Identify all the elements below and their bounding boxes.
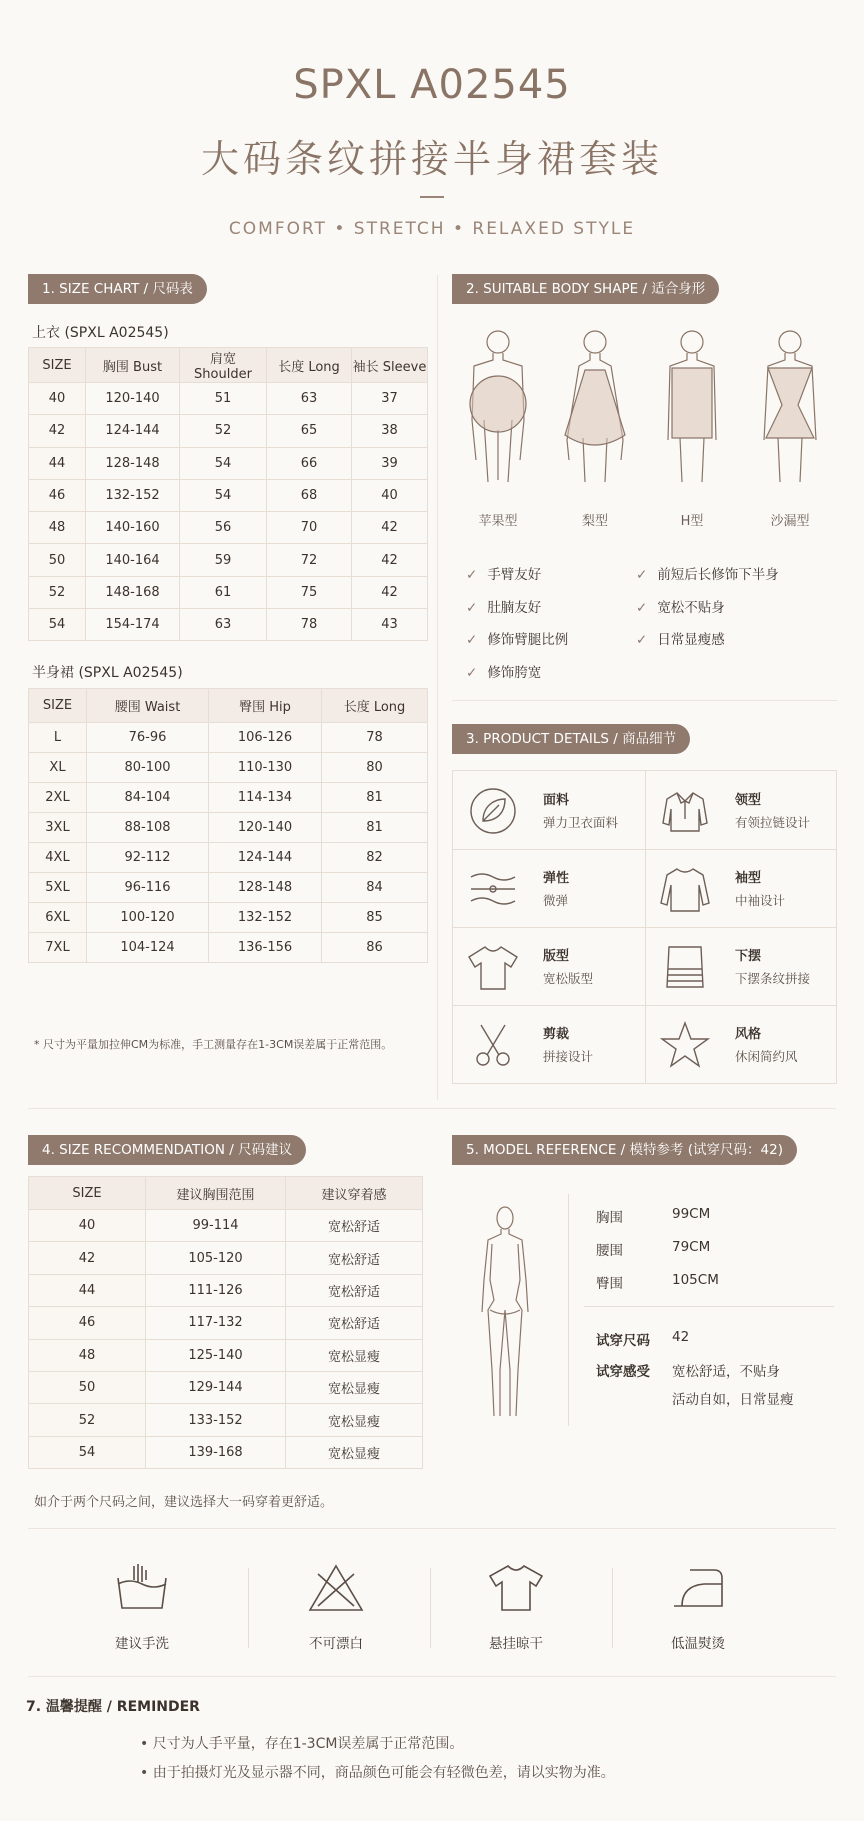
table-cell: 68: [267, 479, 352, 511]
table-cell: 40: [29, 1210, 146, 1242]
table-cell: L: [29, 723, 87, 753]
detail-fit: 版型 宽松版型: [453, 927, 645, 1005]
check-item: ✓ 手臂友好: [466, 567, 542, 583]
table-cell: 140-164: [86, 544, 180, 576]
detail-hem: 下摆 下摆条纹拼接: [645, 927, 837, 1005]
table-cell: 88-108: [87, 813, 209, 843]
label-waist: 腰围: [596, 1243, 623, 1259]
check-icon: ✓: [636, 632, 648, 648]
table-row: [29, 1210, 423, 1242]
table-cell: 120-140: [86, 383, 180, 415]
skirt-size-table: [28, 688, 428, 963]
table-cell: 125-140: [146, 1339, 286, 1371]
pear-shape-figure: [565, 331, 625, 482]
th: SIZE: [29, 348, 86, 383]
table-cell: 42: [29, 1242, 146, 1274]
table-cell: 78: [267, 609, 352, 641]
table-cell: 82: [322, 843, 428, 873]
leaf-icon: [465, 783, 521, 839]
detail-stretch: 弹性 微弹: [453, 849, 645, 927]
divider: [28, 1676, 836, 1677]
page-subtitle: COMFORT • STRETCH • RELAXED STYLE: [228, 219, 636, 239]
shape-label: H型: [680, 514, 704, 529]
check-icon: ✓: [466, 632, 478, 648]
table-row: [29, 933, 428, 963]
table-cell: 44: [29, 447, 86, 479]
th: 胸围 Bust: [86, 348, 180, 383]
table-cell: 54: [29, 1436, 146, 1468]
page-title: 大码条纹拼接半身裙套装: [200, 137, 663, 181]
check-item: ✓ 肚腩友好: [466, 600, 542, 616]
table-cell: 75: [267, 576, 352, 608]
table-cell: 136-156: [209, 933, 322, 963]
size-note: * 尺寸为平量加拉伸CM为标准，手工测量存在1-3CM误差属于正常范围。: [34, 1038, 393, 1051]
table-row: [29, 843, 428, 873]
table-cell: 76-96: [87, 723, 209, 753]
table-row: [29, 383, 428, 415]
table-cell: 42: [29, 415, 86, 447]
model-figure-icon: [460, 1200, 550, 1430]
table-cell: 128-148: [86, 447, 180, 479]
th: 袖长 Sleeve: [352, 348, 428, 383]
table-row: [29, 753, 428, 783]
check-icon: ✓: [466, 665, 478, 681]
th: 肩宽 Shoulder: [180, 348, 267, 383]
table-cell: 80: [322, 753, 428, 783]
divider: [28, 1528, 836, 1529]
apple-shape-figure: [470, 331, 526, 482]
value-fit-feel: 宽松舒适，不贴身: [672, 1364, 780, 1380]
table-row: [29, 447, 428, 479]
label-fit-feel: 试穿感受: [596, 1364, 650, 1380]
table-cell: 133-152: [146, 1404, 286, 1436]
table-cell: 132-152: [209, 903, 322, 933]
table-cell: 84: [322, 873, 428, 903]
low-iron-icon: [668, 1560, 728, 1616]
table-row: [29, 1371, 423, 1403]
section-size-recommendation: 4. SIZE RECOMMENDATION / 尺码建议: [28, 1135, 306, 1165]
table-cell: 70: [267, 512, 352, 544]
th: 建议穿着感: [286, 1177, 423, 1210]
table-cell: 宽松显瘦: [286, 1404, 423, 1436]
th: SIZE: [29, 689, 87, 723]
table-cell: 宽松显瘦: [286, 1436, 423, 1468]
value-fit-feel: 活动自如，日常显瘦: [672, 1392, 794, 1408]
table-cell: 37: [352, 383, 428, 415]
table-row: [29, 873, 428, 903]
value-trial-size: 42: [672, 1329, 690, 1345]
top-size-table: [28, 347, 428, 641]
table-cell: 宽松舒适: [286, 1307, 423, 1339]
table-cell: 宽松显瘦: [286, 1371, 423, 1403]
table-cell: 129-144: [146, 1371, 286, 1403]
table-cell: 56: [180, 512, 267, 544]
top-caption: 上衣 (SPXL A02545): [32, 325, 169, 341]
detail-collar: 领型 有领拉链设计: [645, 771, 837, 849]
sleeve-icon: [657, 861, 713, 917]
value-bust: 99CM: [672, 1206, 711, 1222]
table-cell: 110-130: [209, 753, 322, 783]
table-cell: 52: [180, 415, 267, 447]
check-item: ✓ 前短后长修饰下半身: [636, 567, 779, 583]
table-row: [29, 479, 428, 511]
table-cell: 50: [29, 1371, 146, 1403]
table-cell: 42: [352, 544, 428, 576]
table-cell: 43: [352, 609, 428, 641]
model-number: SPXL A02545: [293, 62, 571, 108]
table-cell: 99-114: [146, 1210, 286, 1242]
table-cell: 7XL: [29, 933, 87, 963]
detail-sleeve: 袖型 中袖设计: [645, 849, 837, 927]
rec-note: 如介于两个尺码之间，建议选择大一码穿着更舒适。: [34, 1495, 334, 1510]
table-cell: 117-132: [146, 1307, 286, 1339]
table-cell: 48: [29, 512, 86, 544]
th: 腰围 Waist: [87, 689, 209, 723]
section-model-reference: 5. MODEL REFERENCE / 模特参考 (试穿尺码：42): [452, 1135, 797, 1165]
table-row: [29, 903, 428, 933]
th: 建议胸围范围: [146, 1177, 286, 1210]
care-label: 不可漂白: [309, 1636, 363, 1652]
table-cell: 50: [29, 544, 86, 576]
hand-wash-icon: [112, 1560, 172, 1616]
section-body-shape: 2. SUITABLE BODY SHAPE / 适合身形: [452, 274, 719, 304]
check-item: ✓ 宽松不贴身: [636, 600, 725, 616]
table-cell: 44: [29, 1274, 146, 1306]
table-row: [29, 609, 428, 641]
table-row: [29, 512, 428, 544]
column-divider: [437, 275, 438, 1100]
table-cell: 120-140: [209, 813, 322, 843]
tshirt-icon: [465, 939, 521, 995]
table-cell: 52: [29, 576, 86, 608]
table-cell: 42: [352, 576, 428, 608]
table-cell: 51: [180, 383, 267, 415]
table-cell: 42: [352, 512, 428, 544]
table-cell: 139-168: [146, 1436, 286, 1468]
table-cell: 46: [29, 479, 86, 511]
table-cell: 5XL: [29, 873, 87, 903]
hem-icon: [657, 939, 713, 995]
table-row: [29, 783, 428, 813]
value-waist: 79CM: [672, 1239, 711, 1255]
table-row: [29, 1404, 423, 1436]
table-cell: 54: [180, 447, 267, 479]
care-label: 悬挂晾干: [489, 1636, 543, 1652]
table-cell: 46: [29, 1307, 146, 1339]
th: 臀围 Hip: [209, 689, 322, 723]
table-cell: 6XL: [29, 903, 87, 933]
section-product-details: 3. PRODUCT DETAILS / 商品细节: [452, 724, 690, 754]
skirt-caption: 半身裙 (SPXL A02545): [32, 665, 183, 681]
table-cell: 111-126: [146, 1274, 286, 1306]
table-row: [29, 723, 428, 753]
table-cell: 63: [180, 609, 267, 641]
table-row: [29, 544, 428, 576]
table-cell: 48: [29, 1339, 146, 1371]
value-hip: 105CM: [672, 1272, 719, 1288]
label-bust: 胸围: [596, 1210, 623, 1226]
check-icon: ✓: [466, 600, 478, 616]
table-row: [29, 813, 428, 843]
table-cell: 3XL: [29, 813, 87, 843]
check-icon: ✓: [636, 567, 648, 583]
detail-style: 风格 休闲简约风: [645, 1005, 837, 1083]
table-cell: 40: [29, 383, 86, 415]
table-cell: 86: [322, 933, 428, 963]
table-cell: 4XL: [29, 843, 87, 873]
check-icon: ✓: [466, 567, 478, 583]
recommendation-table: [28, 1176, 423, 1469]
table-cell: 65: [267, 415, 352, 447]
table-row: [29, 576, 428, 608]
th: 长度 Long: [267, 348, 352, 383]
detail-fabric: 面料 弹力卫衣面料: [453, 771, 645, 849]
table-row: [29, 415, 428, 447]
table-cell: 66: [267, 447, 352, 479]
stretch-icon: [465, 861, 521, 917]
table-cell: 128-148: [209, 873, 322, 903]
divider: [568, 1194, 569, 1426]
table-cell: 39: [352, 447, 428, 479]
section-size-chart: 1. SIZE CHART / 尺码表: [28, 274, 207, 304]
divider: [584, 1306, 834, 1307]
table-row: [29, 1307, 423, 1339]
table-row: [29, 1436, 423, 1468]
shape-label: 苹果型: [478, 514, 518, 529]
th: SIZE: [29, 1177, 146, 1210]
table-cell: 63: [267, 383, 352, 415]
divider: [452, 700, 837, 701]
table-cell: 124-144: [209, 843, 322, 873]
table-cell: 宽松舒适: [286, 1210, 423, 1242]
check-item: ✓ 修饰胯宽: [466, 665, 542, 681]
table-cell: 105-120: [146, 1242, 286, 1274]
collar-icon: [657, 783, 713, 839]
table-cell: XL: [29, 753, 87, 783]
table-cell: 148-168: [86, 576, 180, 608]
table-cell: 2XL: [29, 783, 87, 813]
scissors-icon: [465, 1017, 521, 1073]
table-cell: 61: [180, 576, 267, 608]
table-cell: 宽松显瘦: [286, 1339, 423, 1371]
check-item: ✓ 修饰臂腿比例: [466, 632, 569, 648]
table-row: [29, 1242, 423, 1274]
table-cell: 59: [180, 544, 267, 576]
table-cell: 78: [322, 723, 428, 753]
detail-cut: 剪裁 拼接设计: [453, 1005, 645, 1083]
table-cell: 52: [29, 1404, 146, 1436]
table-cell: 54: [180, 479, 267, 511]
shape-label: 梨型: [581, 514, 608, 529]
reminder-item: • 尺寸为人手平量，存在1-3CM误差属于正常范围。: [140, 1736, 464, 1752]
table-cell: 114-134: [209, 783, 322, 813]
table-cell: 96-116: [87, 873, 209, 903]
h-shape-figure: [668, 331, 716, 482]
hang-dry-icon: [486, 1560, 546, 1616]
table-cell: 80-100: [87, 753, 209, 783]
table-cell: 81: [322, 813, 428, 843]
table-row: [29, 1274, 423, 1306]
check-icon: ✓: [636, 600, 648, 616]
check-item: ✓ 日常显瘦感: [636, 632, 725, 648]
th: 长度 Long: [322, 689, 428, 723]
table-cell: 38: [352, 415, 428, 447]
table-cell: 81: [322, 783, 428, 813]
table-cell: 106-126: [209, 723, 322, 753]
table-cell: 宽松舒适: [286, 1242, 423, 1274]
section-reminder: 7. 温馨提醒 / REMINDER: [26, 1699, 200, 1715]
title-divider: [420, 196, 444, 198]
table-cell: 85: [322, 903, 428, 933]
label-hip: 臀围: [596, 1276, 623, 1292]
table-cell: 154-174: [86, 609, 180, 641]
table-cell: 140-160: [86, 512, 180, 544]
table-cell: 124-144: [86, 415, 180, 447]
table-cell: 宽松舒适: [286, 1274, 423, 1306]
care-label: 建议手洗: [115, 1636, 169, 1652]
divider: [28, 1108, 836, 1109]
table-cell: 40: [352, 479, 428, 511]
body-shapes-illustration: [452, 320, 852, 500]
table-cell: 92-112: [87, 843, 209, 873]
table-cell: 84-104: [87, 783, 209, 813]
table-cell: 100-120: [87, 903, 209, 933]
shape-label: 沙漏型: [770, 514, 810, 529]
star-icon: [657, 1017, 713, 1073]
label-trial-size: 试穿尺码: [596, 1333, 650, 1349]
details-grid: [452, 770, 837, 1084]
no-bleach-icon: [306, 1560, 366, 1616]
care-label: 低温熨烫: [671, 1636, 725, 1652]
table-row: [29, 1339, 423, 1371]
reminder-item: • 由于拍摄灯光及显示器不同，商品颜色可能会有轻微色差，请以实物为准。: [140, 1765, 615, 1781]
hourglass-shape-figure: [764, 331, 816, 482]
table-cell: 72: [267, 544, 352, 576]
table-cell: 54: [29, 609, 86, 641]
table-cell: 104-124: [87, 933, 209, 963]
table-cell: 132-152: [86, 479, 180, 511]
